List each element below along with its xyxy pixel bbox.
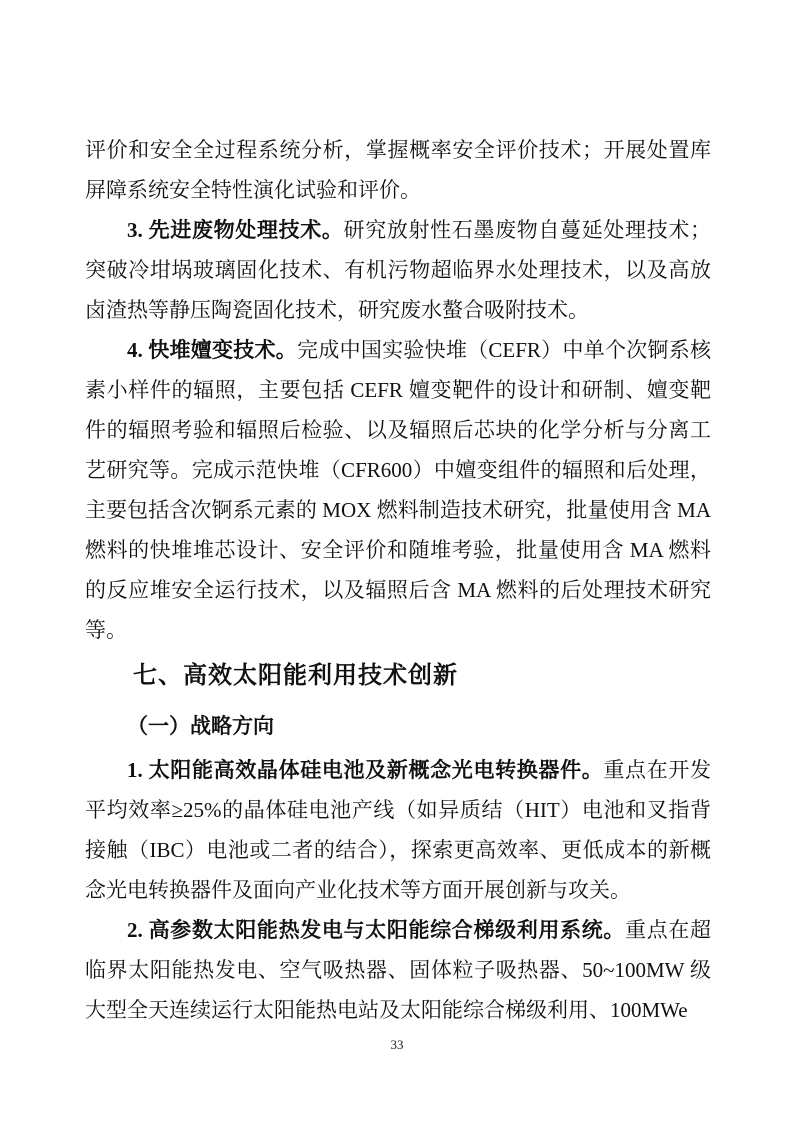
paragraph-item-4 [85, 330, 711, 650]
page-text-block [85, 130, 711, 1030]
paragraph-text: 完成中国实验快堆（CEFR）中单个次锕系核素小样件的辐照，主要包括 CEFR 嬗变靶件的设计和研制、嬗变靶件的辐照考验和辐照后检验、以及辐照后芯块的化学分析与分离工艺研究等。完成示范快堆（CFR600）中嬗变组件的辐照和后处理，主要包括含次锕系元素的 MOX 燃料制造技术研究，批量使用含 MA 燃料的快堆堆芯设计、安全评价和随堆考验，批量使用含 MA 燃料的反应堆安全运行技术，以及辐照后含 MA 燃料的后处理技术研究等。 [85, 338, 711, 642]
section-heading: 七、高效太阳能利用技术创新 [133, 662, 458, 689]
page-number: 33 [390, 1037, 404, 1052]
paragraph-text: 重点在开发平均效率≥25%的晶体硅电池产线（如异质结（HIT）电池和叉指背接触（IBC）电池或二者的结合），探索更高效率、更低成本的新概念光电转换器件及面向产业化技术等方面开展创新与攻关。 [85, 758, 712, 902]
paragraph-text: 研究放射性石墨废物自蔓延处理技术；突破冷坩埚玻璃固化技术、有机污物超临界水处理技术，以及高放卤渣热等静压陶瓷固化技术，研究废水螯合吸附技术。 [85, 218, 712, 322]
paragraph-lead-bold: 4. 快堆嬗变技术。 [127, 338, 298, 362]
paragraph-continuation [85, 130, 711, 210]
paragraph-text: 评价和安全全过程系统分析，掌握概率安全评价技术；开展处置库屏障系统安全特性演化试验和评价。 [85, 138, 711, 202]
paragraph-text: 重点在超临界太阳能热发电、空气吸热器、固体粒子吸热器、50~100MW 级大型全天连续运行太阳能热电站及太阳能综合梯级利用、100MWe [85, 918, 712, 1022]
sub-heading-strategic-direction: （一）战略方向 [127, 714, 274, 738]
paragraph-lead-bold: 3. 先进废物处理技术。 [127, 218, 344, 242]
paragraph-lead-bold: 1. 太阳能高效晶体硅电池及新概念光电转换器件。 [127, 758, 604, 782]
page-footer [0, 1036, 794, 1054]
paragraph-item-3 [85, 210, 711, 330]
paragraph-lead-bold: 2. 高参数太阳能热发电与太阳能综合梯级利用系统。 [127, 918, 626, 942]
paragraph-item-1 [85, 750, 711, 910]
paragraph-item-2 [85, 910, 711, 1030]
